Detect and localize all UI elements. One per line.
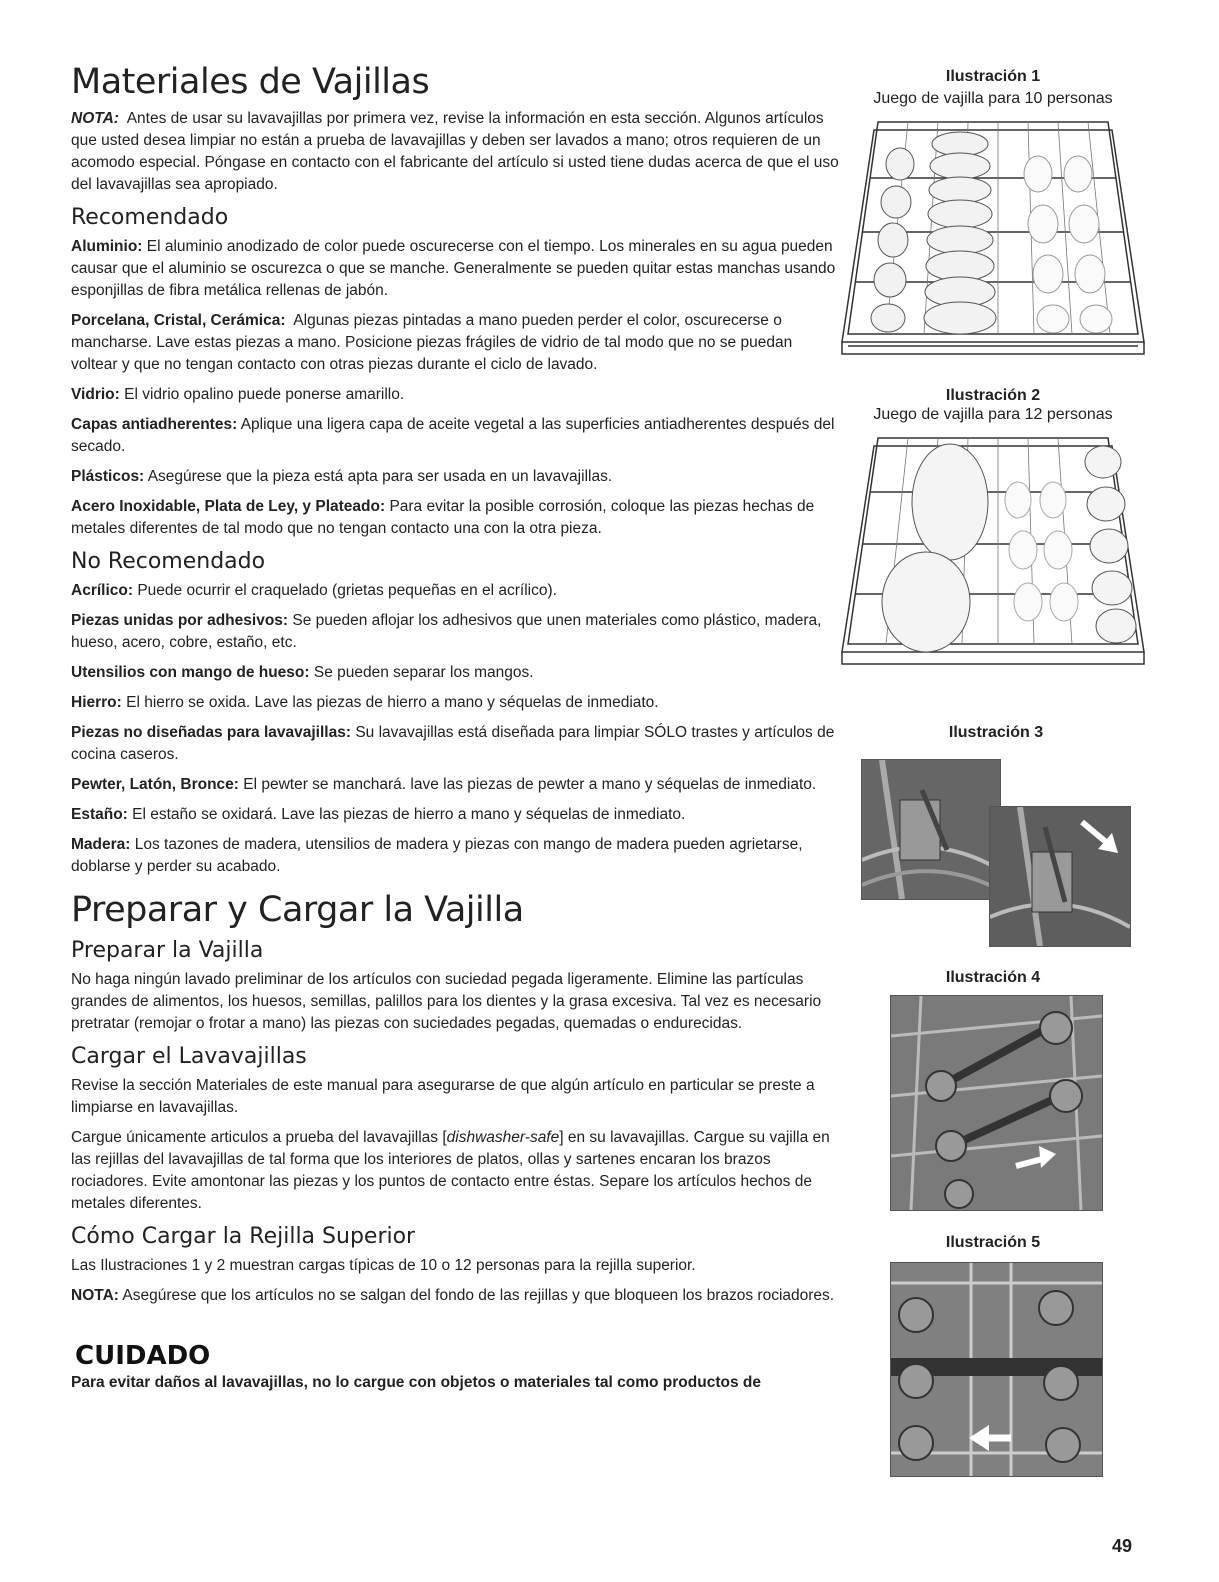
load-text-2: Cargue únicamente articulos a prueba del lavavajillas [dishwasher-safe] en su lavavajillas. Cargue su vajilla en las rejillas del lavavajillas de tal forma que los interiores de platos, ollas y sartenes encaran los brazos rociadores. Evite amontonar las piezas y los puntos de contacto entre éstas. Separe los artículos hechos de metales diferentes. (71, 1129, 830, 1212)
note-label: NOTA: (71, 110, 119, 127)
section-load-title: Preparar y Cargar la Vajilla (71, 890, 524, 930)
list-item: Plásticos: Asegúrese que la pieza está apta para ser usada en un lavavajillas. (71, 468, 613, 485)
caution-text: Para evitar daños al lavavajillas, no lo cargue con objetos o materiales tal como productos de (71, 1374, 761, 1391)
fig3-title: Ilustración 3 (948, 724, 1044, 741)
prepare-heading: Preparar la Vajilla (71, 938, 264, 963)
main-content (71, 62, 841, 1393)
upper-rack-heading: Cómo Cargar la Rejilla Superior (71, 1224, 416, 1249)
load-text-1: Revise la sección Materiales de este manual para asegurarse de que algún artículo en particular se preste a limpiarse en lavavajillas. (71, 1077, 815, 1116)
fig1-caption: Juego de vajilla para 10 personas (873, 90, 1113, 107)
fig4-title: Ilustración 4 (945, 969, 1041, 986)
upper-rack-text: Las Ilustraciones 1 y 2 muestran cargas típicas de 10 o 12 personas para la rejilla superior. (71, 1257, 696, 1274)
list-item: Utensilios con mango de hueso: Se pueden separar los mangos. (71, 664, 534, 681)
section-materials-title: Materiales de Vajillas (71, 62, 430, 102)
fig2-caption: Juego de vajilla para 12 personas (873, 406, 1113, 423)
fig1-title: Ilustración 1 (945, 68, 1041, 85)
list-item: Madera: Los tazones de madera, utensilios de madera y piezas con mango de madera pueden agrietarse, doblarse y perder su acabado. (71, 836, 803, 875)
list-item: Pewter, Latón, Bronce: El pewter se manchará. lave las piezas de pewter a mano y séquelas de inmediato. (71, 776, 817, 793)
not-recommended-heading: No Recomendado (71, 549, 266, 574)
list-item: Hierro: El hierro se oxida. Lave las piezas de hierro a mano y séquelas de inmediato. (71, 694, 659, 711)
page-number: 49 (1112, 1536, 1133, 1556)
list-item: Piezas unidas por adhesivos: Se pueden aflojar los adhesivos que unen materiales como plástico, madera, hueso, acero, cobre, estaño, etc. (71, 612, 822, 651)
fig1-rack-illustration (838, 114, 1152, 360)
fig4-photo (890, 995, 1103, 1211)
not-recommended-list (71, 580, 841, 878)
fig3-photo-a (861, 759, 1001, 900)
fig3-photo-b (989, 806, 1131, 947)
fig5-photo (890, 1262, 1103, 1477)
list-item: Aluminio: El aluminio anodizado de color puede oscurecerse con el tiempo. Los minerales en su agua pueden causar que el aluminio se oscurezca o que se manche. Generalmente se pueden quitar estas manchas usando esponjillas de fibra metálica rellenas de jabón. (71, 238, 836, 299)
fig2-rack-illustration (838, 430, 1152, 668)
prepare-text: No haga ningún lavado preliminar de los artículos con suciedad pegada ligeramente. Elimine las partículas grandes de alimentos, los huesos, semillas, palillos para los dientes y la grasa excesiva. Tal vez es necesario pretratar (remojar o frotar a mano) las piezas con suciedades pegadas, quemadas o endurecidas. (71, 971, 822, 1032)
list-item: Capas antiadherentes: Aplique una ligera capa de aceite vegetal a las superficies antiadherentes después del secado. (71, 416, 835, 455)
recommended-heading: Recomendado (71, 205, 229, 230)
load-heading: Cargar el Lavavajillas (71, 1044, 307, 1069)
list-item: Piezas no diseñadas para lavavajillas: Su lavavajillas está diseñada para limpiar SÓLO trastes y artículos de cocina caseros. (71, 724, 835, 763)
list-item: Porcelana, Cristal, Cerámica: Algunas piezas pintadas a mano pueden perder el color, oscurecerse o mancharse. Lave estas piezas a mano. Posicione piezas frágiles de vidrio de tal modo que no se puedan voltear y que no tengan contacto con otras piezas durante el ciclo de lavado. (71, 312, 793, 373)
note-text: Antes de usar su lavavajillas por primera vez, revise la información en esta sección. Algunos artículos que usted desea limpiar no están a prueba de lavavajillas y deben ser lavados a mano; otros requieren de un acomodo especial. Póngase en contacto con el fabricante del artículo si usted tiene dudas acerca de que el uso del lavavajillas sea apropiado. (71, 110, 839, 193)
caution-title: CUIDADO (75, 1341, 211, 1371)
recommended-list (71, 236, 841, 540)
list-item: Acero Inoxidable, Plata de Ley, y Plateado: Para evitar la posible corrosión, coloque las piezas hechas de metales diferentes de tal modo que no tengan contacto una con la otra pieza. (71, 498, 815, 537)
materials-note (71, 108, 841, 196)
list-item: Vidrio: El vidrio opalino puede ponerse amarillo. (71, 386, 405, 403)
fig2-title: Ilustración 2 (945, 387, 1041, 404)
upper-rack-note: NOTA: Asegúrese que los artículos no se salgan del fondo de las rejillas y que bloqueen los brazos rociadores. (71, 1287, 835, 1304)
list-item: Estaño: El estaño se oxidará. Lave las piezas de hierro a mano y séquelas de inmediato. (71, 806, 686, 823)
fig5-title: Ilustración 5 (945, 1234, 1041, 1251)
list-item: Acrílico: Puede ocurrir el craquelado (grietas pequeñas en el acrílico). (71, 582, 557, 599)
